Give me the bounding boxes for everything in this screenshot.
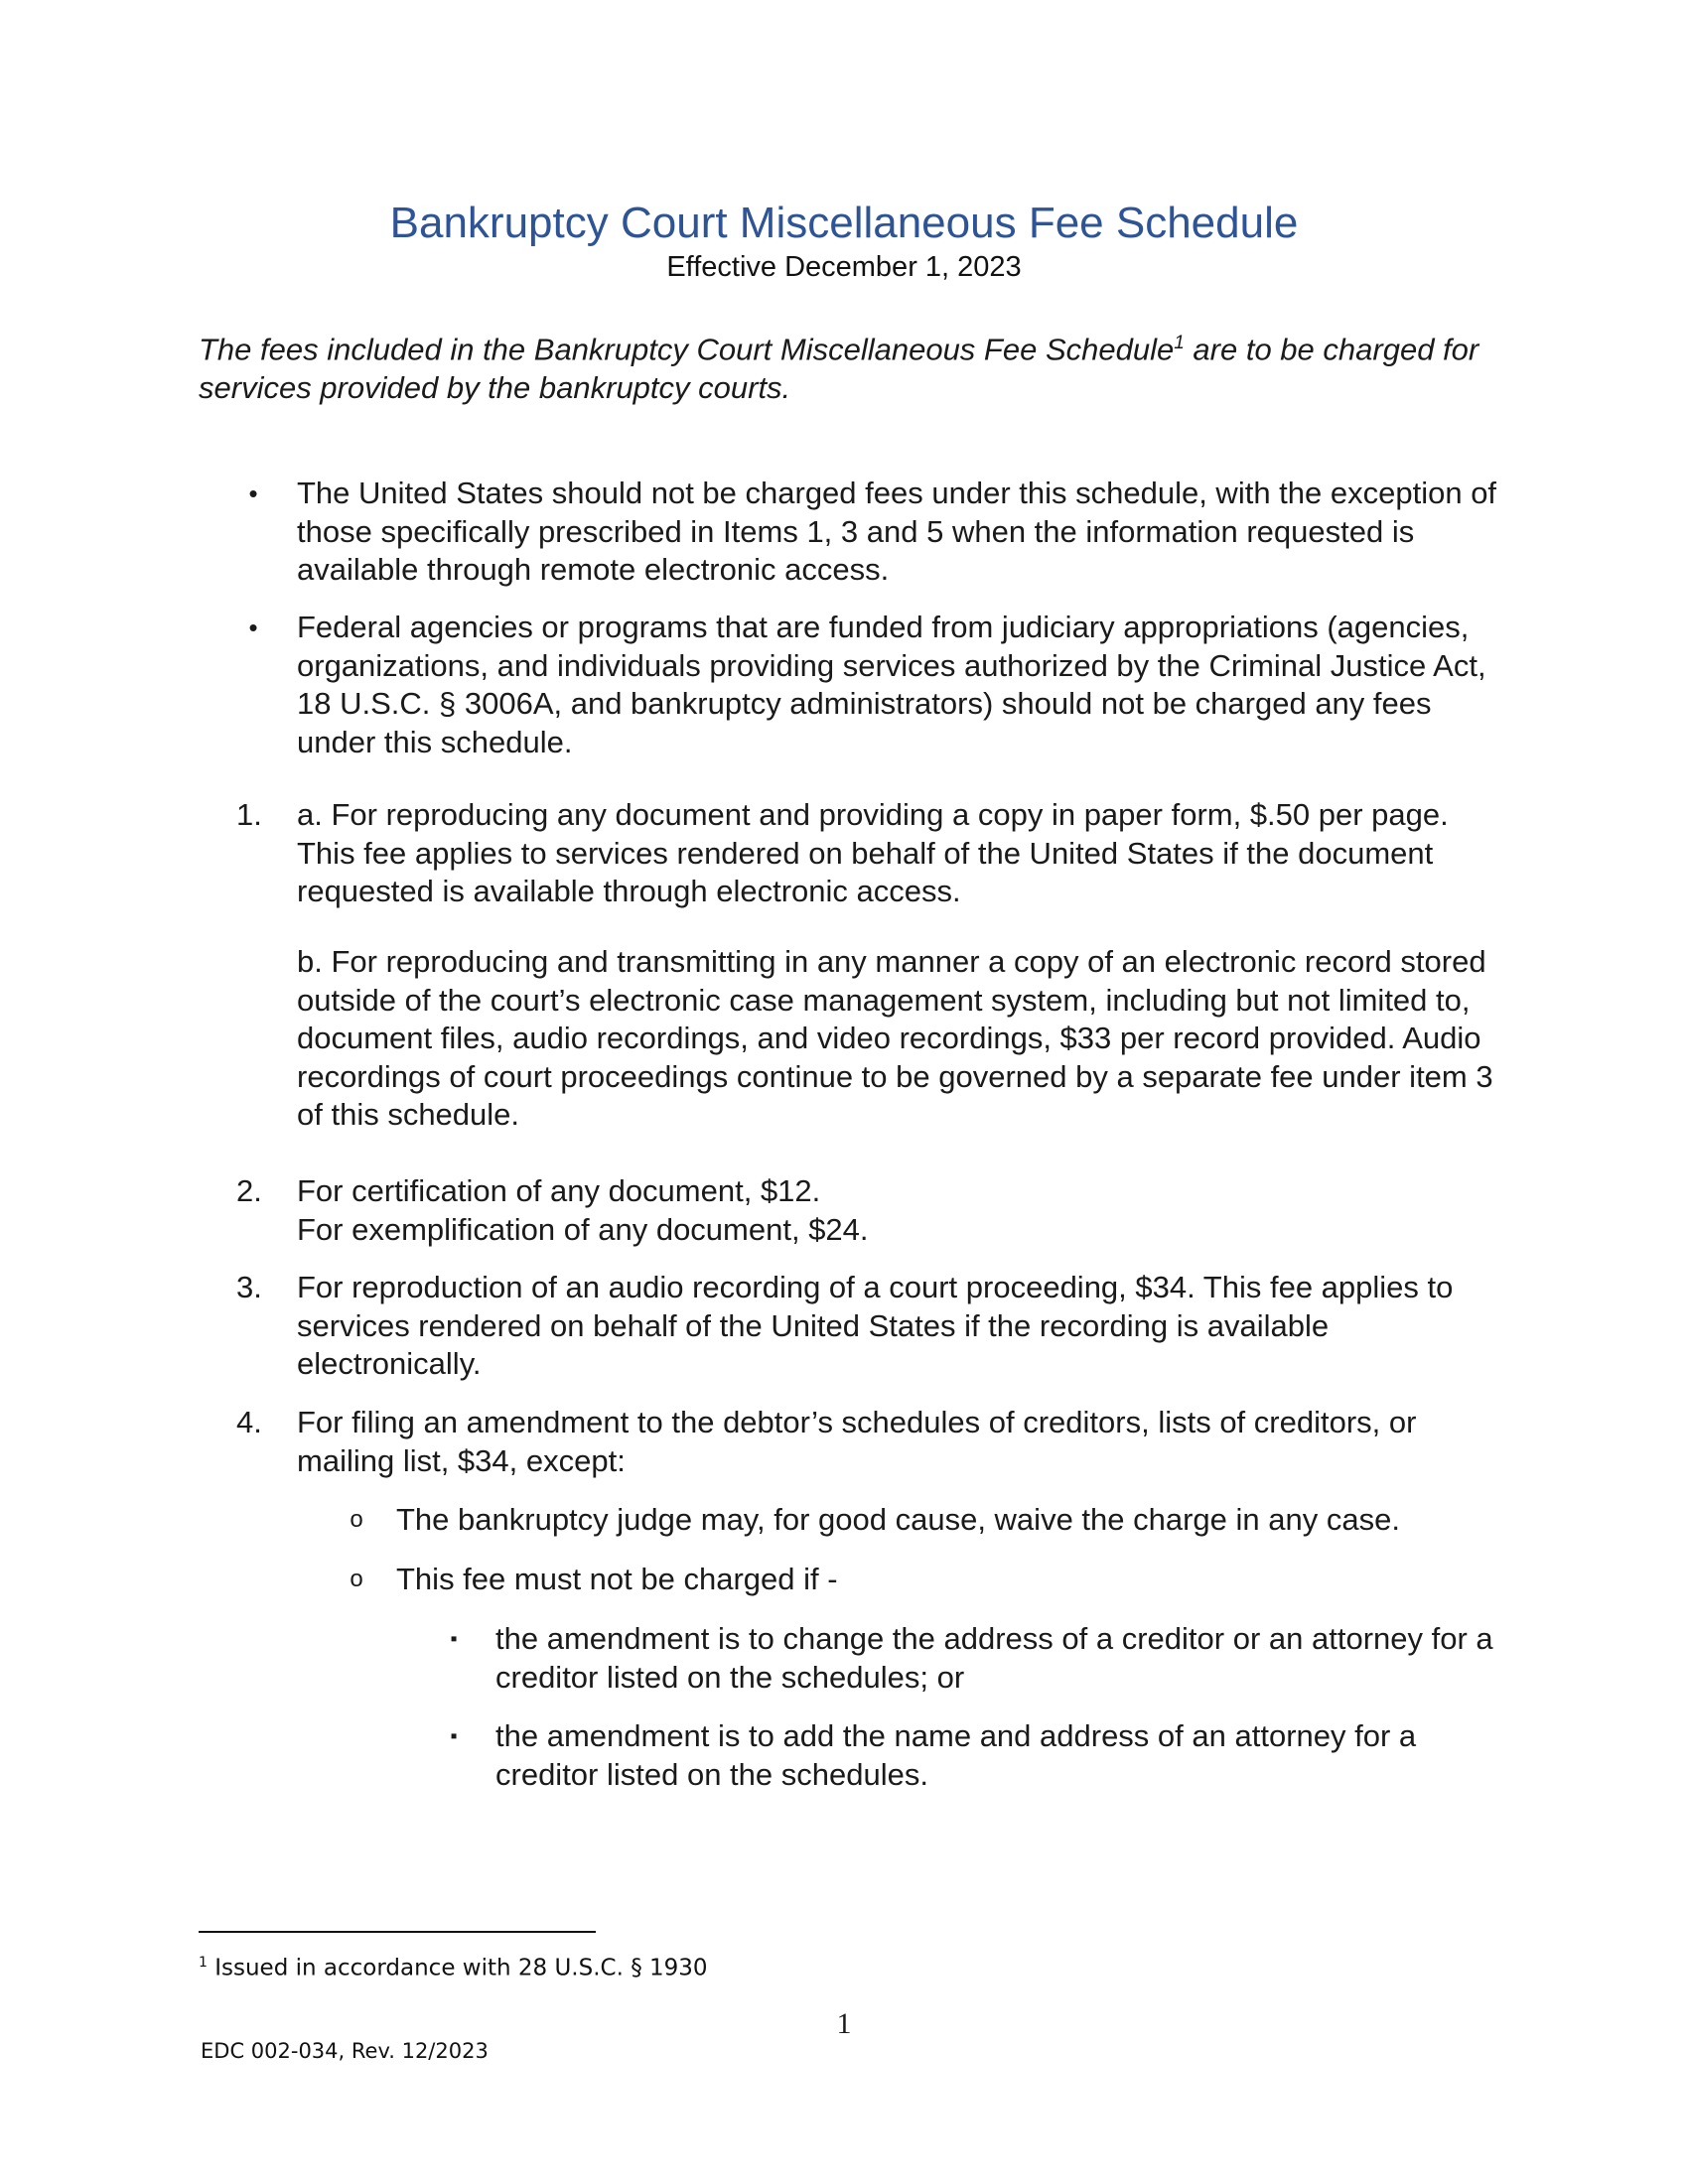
footnote-reference[interactable]: 1 [1174, 333, 1185, 353]
item-number: 1. [236, 797, 262, 832]
circle-bullet: o [350, 1506, 363, 1533]
bullet-marker: • [248, 613, 258, 642]
exception-text: This fee must not be charged if - [396, 1562, 838, 1596]
item-number: 2. [236, 1173, 262, 1208]
footnote [199, 1948, 708, 1983]
waiver-text: The bankruptcy judge may, for good cause, waive the charge in any case. [396, 1502, 1400, 1537]
fee-item-1b: b. For reproducing and transmitting in any manner a copy of an electronic record stored outside of the court’s electronic case management system, including but not limited to, document files, audio recordings, and video recordings, $33 per record provided. Audio recordings of court proceedings continue to be governed by a separate fee under item 3 of this schedule. [297, 944, 1493, 1132]
revision-code: EDC 002-034, Rev. 12/2023 [201, 2039, 489, 2063]
square-bullet: ▪ [450, 1628, 458, 1650]
exception-address-change: the amendment is to change the address of a creditor or an attorney for a creditor listed on the schedules; or [495, 1621, 1493, 1695]
bullet-text: Federal agencies or programs that are funded from judiciary appropriations (agencies, organizations, and individuals providing services authorized by the Criminal Justice Act, 18 U.S.C. § 3006A, and bankruptcy administrators) should not be charged any fees under this schedule. [297, 610, 1486, 759]
footnote-number: 1 [199, 1955, 208, 1971]
exception-add-attorney: the amendment is to add the name and address of an attorney for a creditor listed on the schedules. [495, 1718, 1417, 1792]
footnote-text: Issued in accordance with 28 U.S.C. § 1930 [207, 1955, 708, 1981]
intro-paragraph [199, 324, 1509, 407]
footnote-divider [199, 1931, 596, 1933]
item-number: 3. [236, 1270, 262, 1304]
circle-bullet: o [350, 1566, 363, 1592]
square-bullet: ▪ [450, 1725, 458, 1747]
fee-item-4-text: For filing an amendment to the debtor’s schedules of creditors, lists of creditors, or mailing list, $34, except: [297, 1405, 1417, 1478]
intro-text-start: The fees included in the Bankruptcy Court Miscellaneous Fee Schedule [199, 332, 1175, 367]
certification-fee: For certification of any document, $12. [297, 1173, 821, 1208]
fee-item-3-text: For reproduction of an audio recording of a court proceeding, $34. This fee applies to services rendered on behalf of the United States if the recording is available electronically. [297, 1270, 1454, 1381]
page-number: 1 [836, 2007, 852, 2040]
bullet-marker: • [248, 478, 258, 508]
item-number: 4. [236, 1405, 262, 1439]
page-title: Bankruptcy Court Miscellaneous Fee Schedule [389, 199, 1299, 247]
intro-text-end: are to be charged for services provided by the bankruptcy courts. [199, 332, 1479, 406]
fee-item-1a: a. For reproducing any document and providing a copy in paper form, $.50 per page. This fee applies to services rendered on behalf of the United States if the document requested is available through electronic access. [297, 797, 1449, 908]
bullet-text: The United States should not be charged fees under this schedule, with the exception of those specifically prescribed in Items 1, 3 and 5 when the information requested is available through remote electronic access. [297, 476, 1497, 587]
effective-date: Effective December 1, 2023 [666, 251, 1022, 283]
exemplification-fee: For exemplification of any document, $24. [297, 1211, 869, 1247]
